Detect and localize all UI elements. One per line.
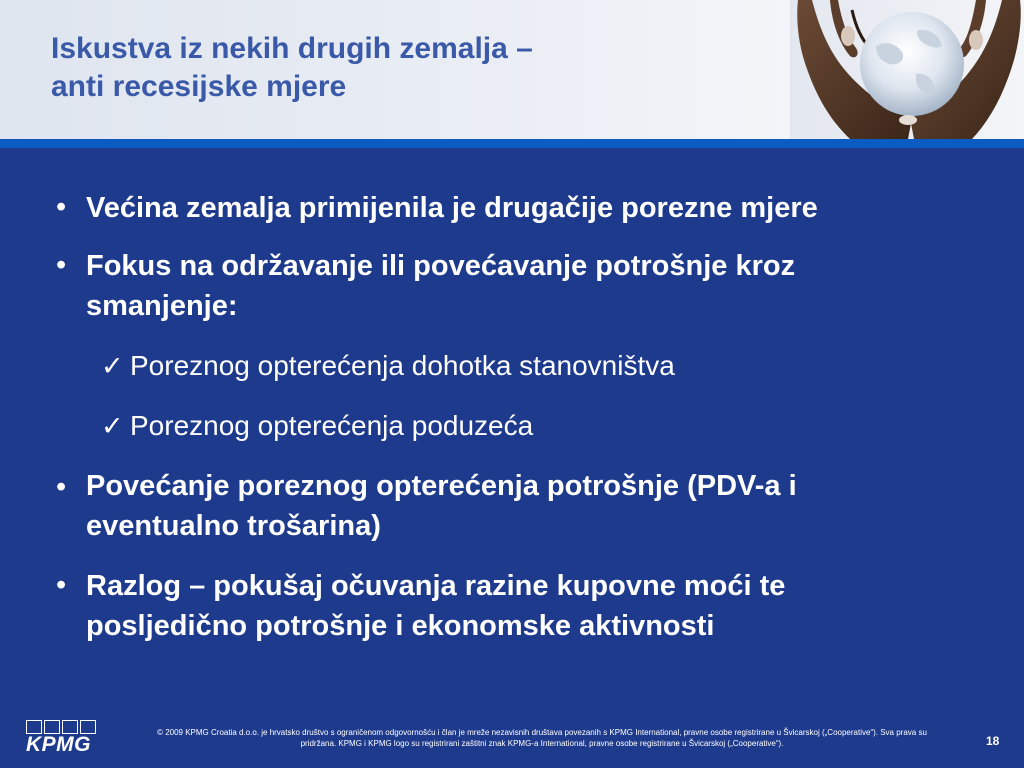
logo-wordmark: KPMG (26, 733, 91, 756)
copyright-line: pridržana. KPMG i KPMG logo su registrirani zaštitni znak KPMG-a International, pravne osobe registrirane u Švicarskoj („Cooperative“). (300, 739, 784, 748)
bullet-line: eventualno trošarina) (86, 510, 381, 542)
slide-body (0, 148, 1024, 708)
checkmark-icon: ✓ (101, 411, 124, 442)
bullet-line: Povećanje poreznog opterećenja potrošnje (PDV-a i (86, 470, 797, 502)
bullet-marker: • (56, 471, 67, 503)
sub-item-text: Poreznog opterećenja dohotka stanovništva (130, 350, 675, 381)
slide-title (51, 30, 771, 106)
slide-header (0, 0, 1024, 139)
bullet-line: smanjenje: (86, 290, 238, 322)
copyright-line: © 2009 KPMG Croatia d.o.o. je hrvatsko društvo s ograničenom odgovornošću i član je mreže nezavisnih društava povezanih s KPMG International, pravne osobe registrirane u Švicarskoj („Cooperative“). Sva prava su (157, 728, 927, 737)
kpmg-logo (26, 720, 106, 760)
logo-box (62, 720, 78, 734)
bullet-marker: • (56, 191, 67, 223)
bullet-text (86, 466, 976, 546)
logo-box (80, 720, 96, 734)
logo-boxes-icon (26, 720, 96, 734)
title-line: anti recesijske mjere (51, 70, 347, 103)
page-number: 18 (986, 734, 1000, 748)
bullet-marker: • (56, 569, 67, 601)
bullet-text (86, 188, 976, 228)
title-line: Iskustva iz nekih drugih zemalja – (51, 32, 533, 65)
bullet-text (86, 566, 976, 646)
bullet-text (86, 246, 976, 326)
header-divider (0, 139, 1024, 148)
bullet-marker: • (56, 249, 67, 281)
copyright-notice (122, 727, 962, 749)
bullet-line: Fokus na održavanje ili povećavanje potrošnje kroz (86, 250, 796, 282)
checkmark-icon: ✓ (101, 351, 124, 382)
logo-box (26, 720, 42, 734)
bullet-line: posljedično potrošnje i ekonomske aktivnosti (86, 610, 715, 642)
globe-hands-illustration (790, 0, 1024, 139)
bullet-line: Većina zemalja primijenila je drugačije porezne mjere (86, 192, 818, 224)
logo-box (44, 720, 60, 734)
bullet-line: Razlog – pokušaj očuvanja razine kupovne moći te (86, 570, 786, 602)
hands-holding-globe-image (790, 0, 1024, 139)
slide-footer (0, 708, 1024, 768)
sub-item-text: Poreznog opterećenja poduzeća (130, 410, 534, 441)
